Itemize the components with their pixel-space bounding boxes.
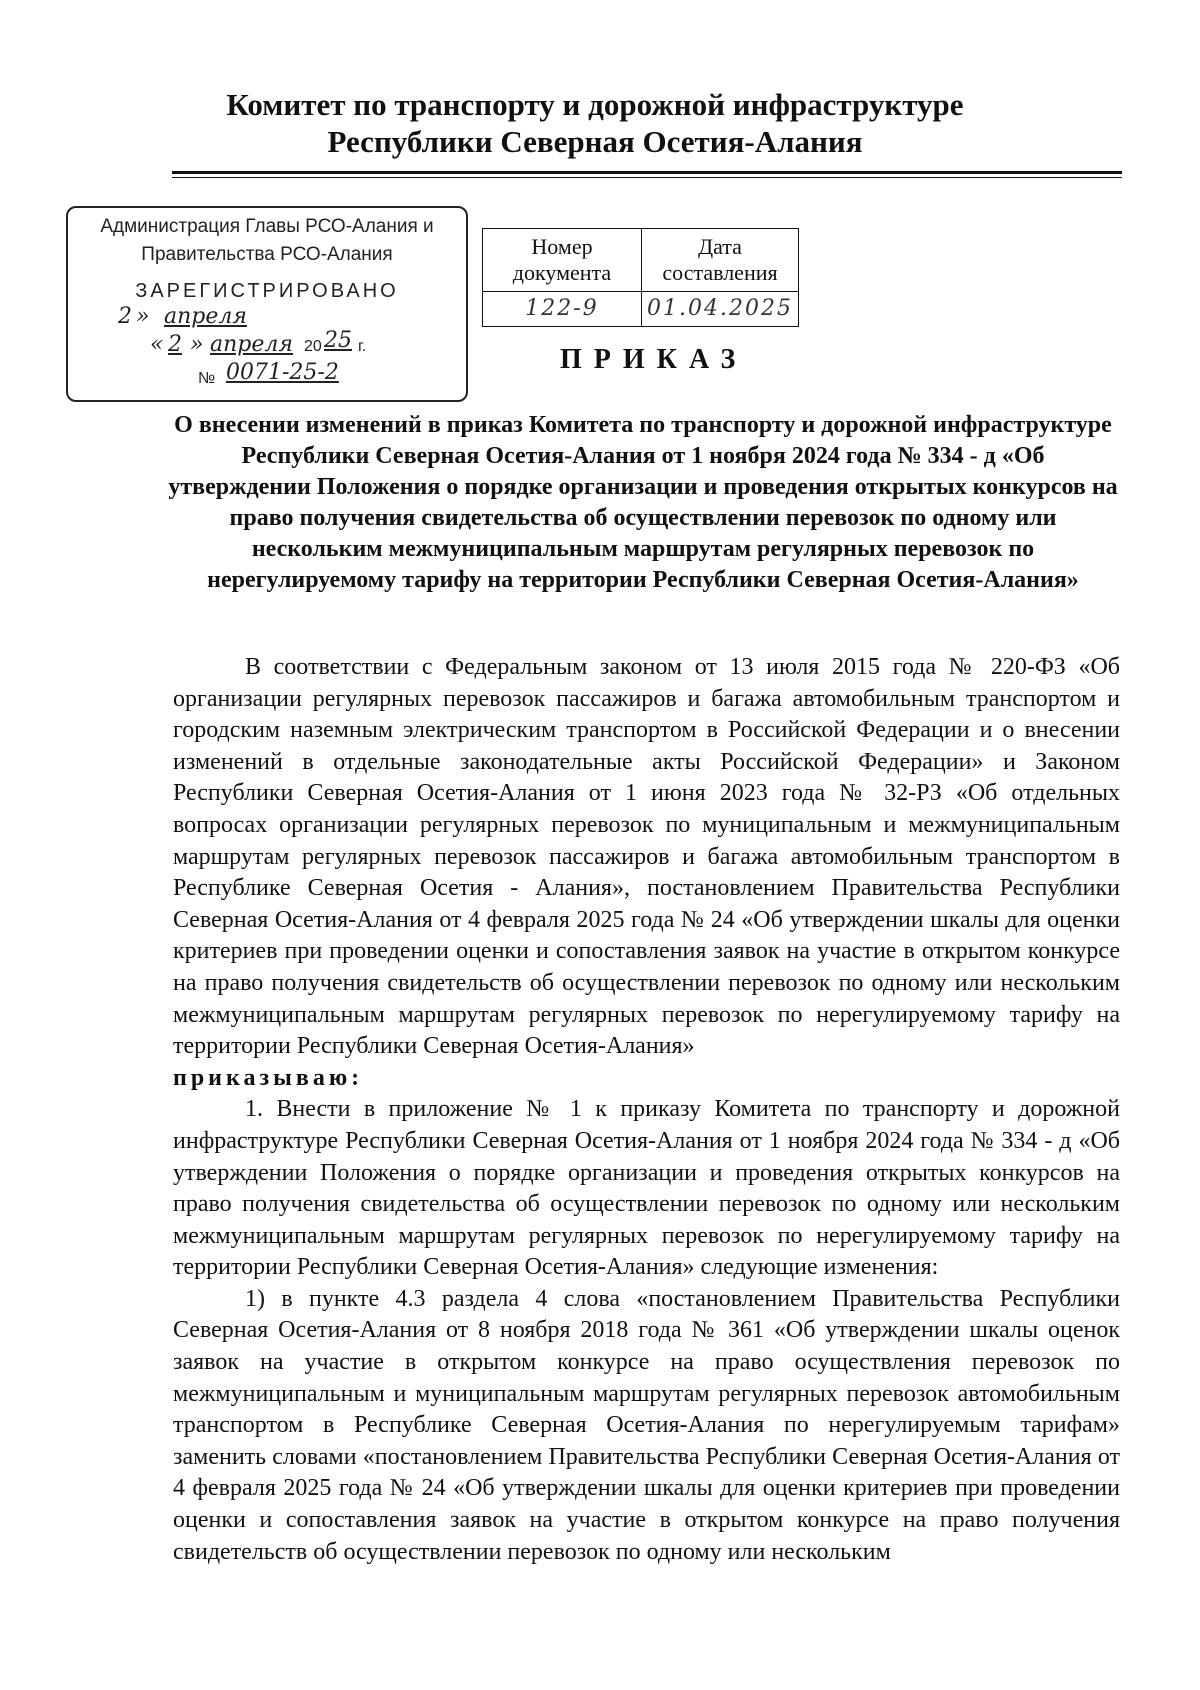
- order-subject: О внесении изменений в приказ Комитета по транспорту и дорожной инфраструктуре Республики Северная Осетия-Алания от 1 ноября 2024 года № 334 - д «Об утверждении Положения о порядке организации и проведения открытых конкурсов на право получения свидетельства об осуществлении перевозок по одному или нескольким межмуниципальным маршрутам регулярных перевозок по нерегулируемому тарифу на территории Республики Северная Осетия-Алания»: [168, 412, 1118, 593]
- header-rule-thin: [172, 177, 1122, 178]
- stamp-registration-number: 0071-25-2: [226, 360, 339, 385]
- header-rule-thick: [172, 171, 1122, 174]
- order-title: ПРИКАЗ: [560, 344, 748, 375]
- stamp-year-prefix: 20: [304, 338, 322, 355]
- stamp-org-line-2: Правительства РСО-Алания: [141, 244, 393, 265]
- stamp-org-line-1: Администрация Главы РСО-Алания и: [100, 216, 434, 237]
- date-header-cell: Дата составления: [642, 229, 799, 292]
- header-line-2: Республики Северная Осетия-Алания: [327, 124, 863, 159]
- document-meta-table: [482, 228, 799, 327]
- stamp-handwritten-month-2: апреля: [210, 332, 293, 357]
- order-body: [173, 652, 1120, 1568]
- header-line-1: Комитет по транспорту и дорожной инфраструктуре: [226, 87, 964, 122]
- stamp-handwritten-month: апреля: [164, 304, 247, 329]
- number-header-cell: Номер документа: [483, 229, 642, 292]
- stamp-year-suffix: 25: [324, 328, 352, 353]
- stamp-handwritten-day: 2: [118, 304, 132, 329]
- preamble-paragraph: В соответствии с Федеральным законом от 13 июля 2015 года № 220-ФЗ «Об организации регулярных перевозок пассажиров и багажа автомобильным транспортом и городским наземным электрическим транспортом в Российской Федерации и о внесении изменений в отдельные законодательные акты Российской Федерации» и Законом Республики Северная Осетия-Алания от 1 июня 2023 года № 32-РЗ «Об отдельных вопросах организации регулярных перевозок по муниципальным и межмуниципальным маршрутам регулярных перевозок пассажиров и багажа автомобильным транспортом в Республике Северная Осетия - Алания», постановлением Правительства Республики Северная Осетия-Алания от 4 февраля 2025 года № 24 «Об утверждении шкалы для оценки критериев при проведении оценки и сопоставления заявок на участие в открытом конкурсе на право получения свидетельств об осуществлении перевозок по одному или нескольким межмуниципальным маршрутам регулярных перевозок по нерегулируемому тарифу на территории Республики Северная Осетия-Алания»: [173, 654, 1120, 1060]
- subitem-1-paragraph: 1) в пункте 4.3 раздела 4 слова «постановлением Правительства Республики Северная Осетия-Алания от 8 ноября 2018 года № 361 «Об утверждении шкалы оценок заявок на участие в открытом конкурсе на право осуществления перевозок по межмуниципальным и муниципальным маршрутам регулярных перевозок автомобильным транспортом в Республике Северная Осетия-Алания по нерегулируемым тарифам» заменить словами «постановлением Правительства Республики Северная Осетия-Алания от 4 февраля 2025 года № 24 «Об утверждении шкалы для оценки критериев при проведении оценки и сопоставления заявок на участие в открытом конкурсе на право получения свидетельств об осуществлении перевозок по одному или нескольким: [173, 1285, 1120, 1565]
- document-number-value: 122-9: [483, 292, 642, 327]
- stamp-number-prefix: №: [198, 370, 216, 387]
- document-date-value: 01.04.2025: [642, 292, 799, 327]
- stamp-registered-label: ЗАРЕГИСТРИРОВАНО: [135, 280, 399, 302]
- order-word: приказываю:: [173, 1064, 364, 1091]
- document-header: [160, 86, 1030, 160]
- item-1-paragraph: 1. Внести в приложение № 1 к приказу Комитета по транспорту и дорожной инфраструктуре Республики Северная Осетия-Алания от 1 ноября 2024 года № 334 - д «Об утверждении Положения о порядке организации и проведения открытых конкурсов на право получения свидетельства об осуществлении перевозок по одному или нескольким межмуниципальным маршрутам регулярных перевозок по нерегулируемому тарифу на территории Республики Северная Осетия-Алания» следующие изменения:: [173, 1096, 1120, 1281]
- registration-stamp: Администрация Главы РСО-Алания и Правительства РСО-Алания ЗАРЕГИСТРИРОВАНО 2 » апреля « 2 » апреля 20 25 г. № 0071-25-2: [66, 206, 468, 402]
- stamp-handwritten-day-2: 2: [168, 332, 182, 357]
- stamp-year-unit: г.: [358, 338, 367, 355]
